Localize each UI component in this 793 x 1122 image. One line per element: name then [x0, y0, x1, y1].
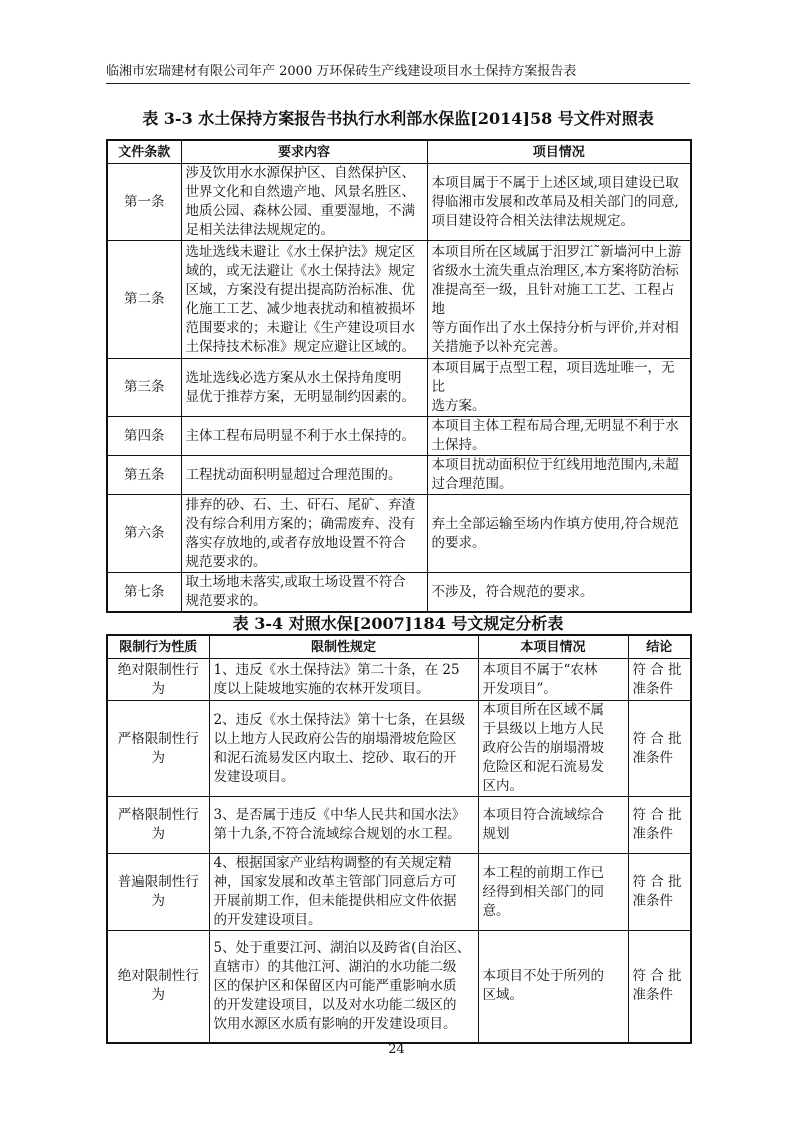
table1-caption: 表 3-3 水土保持方案报告书执行水利部水保监[2014]58 号文件对照表: [142, 109, 654, 128]
status-cell: 不涉及，符合规范的要求。: [427, 573, 691, 613]
rule-cell: 2、违反《水土保持法》第十七条，在县级 以上地方人民政府公告的崩塌滑坡危险区 和泥石流易发区内取土、挖砂、取石的开 发建设项目。: [209, 701, 478, 797]
table-row: [107, 573, 691, 613]
conclusion-cell: 符 合 批 准条件: [628, 854, 691, 931]
conclusion-cell: 符 合 批 准条件: [628, 931, 691, 1043]
nature-cell: 绝对限制性行 为: [107, 659, 209, 701]
conclusion-cell: 符 合 批 准条件: [628, 659, 691, 701]
status-cell: 本项目不属于“农林 开发项目”。: [478, 659, 628, 701]
table-row: [107, 659, 691, 701]
status-cell: 本项目属于点型工程，项目选址唯一，无比 选方案。: [427, 359, 691, 417]
table-row: [107, 854, 691, 931]
rule-cell: 5、处于重要江河、湖泊以及跨省(自治区、 直辖市）的其他江河、湖泊的水功能二级 区的保护区和保留区内可能严重影响水质 的开发建设项目，以及对水功能二级区的 饮用水源区水质有影响的开发建设项目。: [209, 931, 478, 1043]
status-cell: 本项目不处于所列的 区域。: [478, 931, 628, 1043]
clause-cell: 第二条: [107, 241, 181, 359]
table-row: [107, 241, 691, 359]
requirement-cell: 涉及饮用水水源保护区、自然保护区、 世界文化和自然遗产地、风景名胜区、 地质公园、森林公园、重要湿地，不满 足相关法律法规规定的。: [181, 164, 427, 241]
requirement-cell: 排弃的砂、石、土、矸石、尾矿、弃渣 没有综合利用方案的；确需废弃、没有 落实存放地的,或者存放地设置不符合 规范要求的。: [181, 495, 427, 573]
table-row: [107, 495, 691, 573]
column-header: 结论: [628, 635, 691, 659]
nature-cell: 严格限制性行 为: [107, 797, 209, 854]
table-header-row: [107, 635, 691, 659]
clause-cell: 第四条: [107, 417, 181, 456]
status-cell: 本项目主体工程布局合理,无明显不利于水 土保持。: [427, 417, 691, 456]
table-row: [107, 797, 691, 854]
column-header: 限制性规定: [209, 635, 478, 659]
clause-cell: 第一条: [107, 164, 181, 241]
clause-cell: 第六条: [107, 495, 181, 573]
requirement-cell: 选址选线必选方案从水土保持角度明 显优于推荐方案，无明显制约因素的。: [181, 359, 427, 417]
table-row: [107, 164, 691, 241]
table-row: [107, 417, 691, 456]
rule-cell: 4、根据国家产业结构调整的有关规定精 神，国家发展和改革主管部门同意后方可 开展前期工作，但未能提供相应文件依据 的开发建设项目。: [209, 854, 478, 931]
requirement-cell: 选址选线未避让《水土保护法》规定区 域的，或无法避让《水土保持法》规定 区域，方案没有提出提高防治标准、优 化施工工艺、减少地表扰动和植被损坏 范围要求的；未避让《生产建设项目水 土保持技术标准》规定应避让区域的。: [181, 241, 427, 359]
column-header: 限制行为性质: [107, 635, 209, 659]
status-cell: 本项目所在区域属于汨罗江˜新墙河中上游 省级水土流失重点治理区,本方案将防治标 准提高至一级，且针对施工工艺、工程占地 等方面作出了水土保持分析与评价,并对相 关措施予以补充完善。: [427, 241, 691, 359]
table2-restriction-analysis: [106, 634, 692, 1044]
clause-cell: 第三条: [107, 359, 181, 417]
nature-cell: 绝对限制性行 为: [107, 931, 209, 1043]
status-cell: 本项目符合流域综合 规划: [478, 797, 628, 854]
column-header: 项目情况: [427, 140, 691, 164]
conclusion-cell: 符 合 批 准条件: [628, 797, 691, 854]
conclusion-cell: 符 合 批 准条件: [628, 701, 691, 797]
table-row: [107, 931, 691, 1043]
requirement-cell: 工程扰动面积明显超过合理范围的。: [181, 456, 427, 495]
table-row: [107, 456, 691, 495]
requirement-cell: 取土场地未落实,或取土场设置不符合 规范要求的。: [181, 573, 427, 613]
running-header: 临湘市宏瑞建材有限公司年产 2000 万环保砖生产线建设项目水土保持方案报告表: [106, 60, 690, 84]
table1-compliance: [106, 139, 692, 613]
column-header: 要求内容: [181, 140, 427, 164]
status-cell: 本项目所在区域不属 于县级以上地方人民 政府公告的崩塌滑坡 危险区和泥石流易发 区内。: [478, 701, 628, 797]
page-number: 24: [388, 1042, 405, 1057]
status-cell: 本工程的前期工作已 经得到相关部门的同 意。: [478, 854, 628, 931]
table2-caption: 表 3-4 对照水保[2007]184 号文规定分析表: [232, 614, 564, 633]
column-header: 本项目情况: [478, 635, 628, 659]
nature-cell: 严格限制性行 为: [107, 701, 209, 797]
clause-cell: 第五条: [107, 456, 181, 495]
status-cell: 本项目属于不属于上述区域,项目建设已取 得临湘市发展和改革局及相关部门的同意, 项目建设符合相关法律法规规定。: [427, 164, 691, 241]
table-row: [107, 701, 691, 797]
status-cell: 弃土全部运输至场内作填方使用,符合规范 的要求。: [427, 495, 691, 573]
status-cell: 本项目扰动面积位于红线用地范围内,未超 过合理范围。: [427, 456, 691, 495]
requirement-cell: 主体工程布局明显不利于水土保持的。: [181, 417, 427, 456]
rule-cell: 1、违反《水土保持法》第二十条，在 25 度以上陡坡地实施的农林开发项目。: [209, 659, 478, 701]
clause-cell: 第七条: [107, 573, 181, 613]
table-header-row: [107, 140, 691, 164]
column-header: 文件条款: [107, 140, 181, 164]
rule-cell: 3、是否属于违反《中华人民共和国水法》 第十九条,不符合流域综合规划的水工程。: [209, 797, 478, 854]
nature-cell: 普遍限制性行 为: [107, 854, 209, 931]
table-row: [107, 359, 691, 417]
